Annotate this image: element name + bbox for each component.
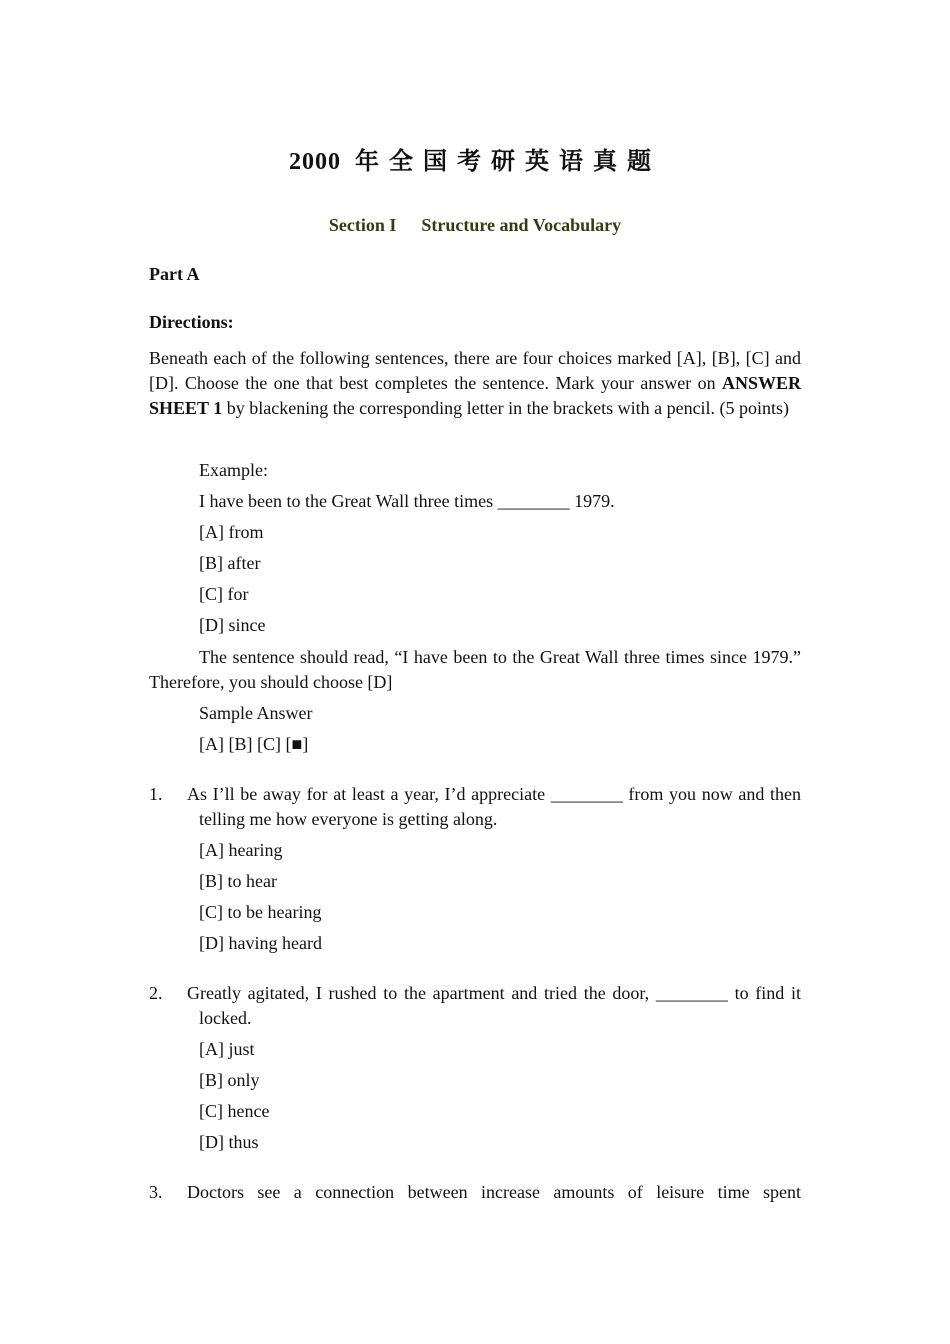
question-option: [B] to hear — [199, 871, 277, 891]
example-option: [C] for — [199, 584, 249, 604]
section-name: Structure and Vocabulary — [421, 215, 622, 235]
example-label: Example: — [199, 460, 268, 480]
question-item — [149, 1180, 801, 1205]
sample-answer-label: Sample Answer — [199, 703, 313, 723]
example-option: [B] after — [199, 553, 261, 573]
example-option: [D] since — [199, 615, 266, 635]
sample-answer: [A] [B] [C] [■] — [199, 734, 309, 754]
question-item — [149, 981, 801, 1031]
question-text: As I’ll be away for at least a year, I’d appreciate ________ from you now and then telling me how everyone is getting along. — [187, 784, 801, 829]
section-label: Section I — [328, 215, 397, 235]
question-number: 3. — [149, 1182, 163, 1202]
example-sentence: I have been to the Great Wall three times ________ 1979. — [199, 491, 615, 511]
directions-text: Beneath each of the following sentences, there are four choices marked [A], [B], [C] and [D]. Choose the one that best completes the sentence. Mark your answer on ANSWER SHEET 1 by blackening the corresponding letter in the brackets with a pencil. (5 points) — [149, 348, 801, 418]
title-text: 年全国考研英语真题 — [355, 147, 661, 175]
page-title — [149, 143, 801, 180]
question-text: Greatly agitated, I rushed to the apartment and tried the door, ________ to find it locked. — [187, 983, 801, 1028]
section-heading — [149, 212, 801, 238]
example-explanation: The sentence should read, “I have been to the Great Wall three times since 1979.” Therefore, you should choose [D] — [149, 647, 801, 692]
question-option: [A] just — [199, 1039, 255, 1059]
answer-sheet-emphasis: ANSWER SHEET 1 — [149, 373, 801, 418]
question-option: [C] to be hearing — [199, 902, 322, 922]
question-number: 2. — [149, 983, 163, 1003]
question-option: [A] hearing — [199, 840, 283, 860]
question-item — [149, 782, 801, 832]
example-option: [A] from — [199, 522, 264, 542]
question-option: [C] hence — [199, 1101, 270, 1121]
question-number: 1. — [149, 784, 163, 804]
part-heading: Part A — [149, 264, 200, 284]
question-option: [B] only — [199, 1070, 260, 1090]
question-option: [D] thus — [199, 1132, 259, 1152]
question-option: [D] having heard — [199, 933, 322, 953]
title-year: 2000 — [289, 149, 341, 175]
question-text: Doctors see a connection between increase amounts of leisure time spent — [187, 1182, 801, 1202]
directions-label: Directions: — [149, 312, 234, 332]
